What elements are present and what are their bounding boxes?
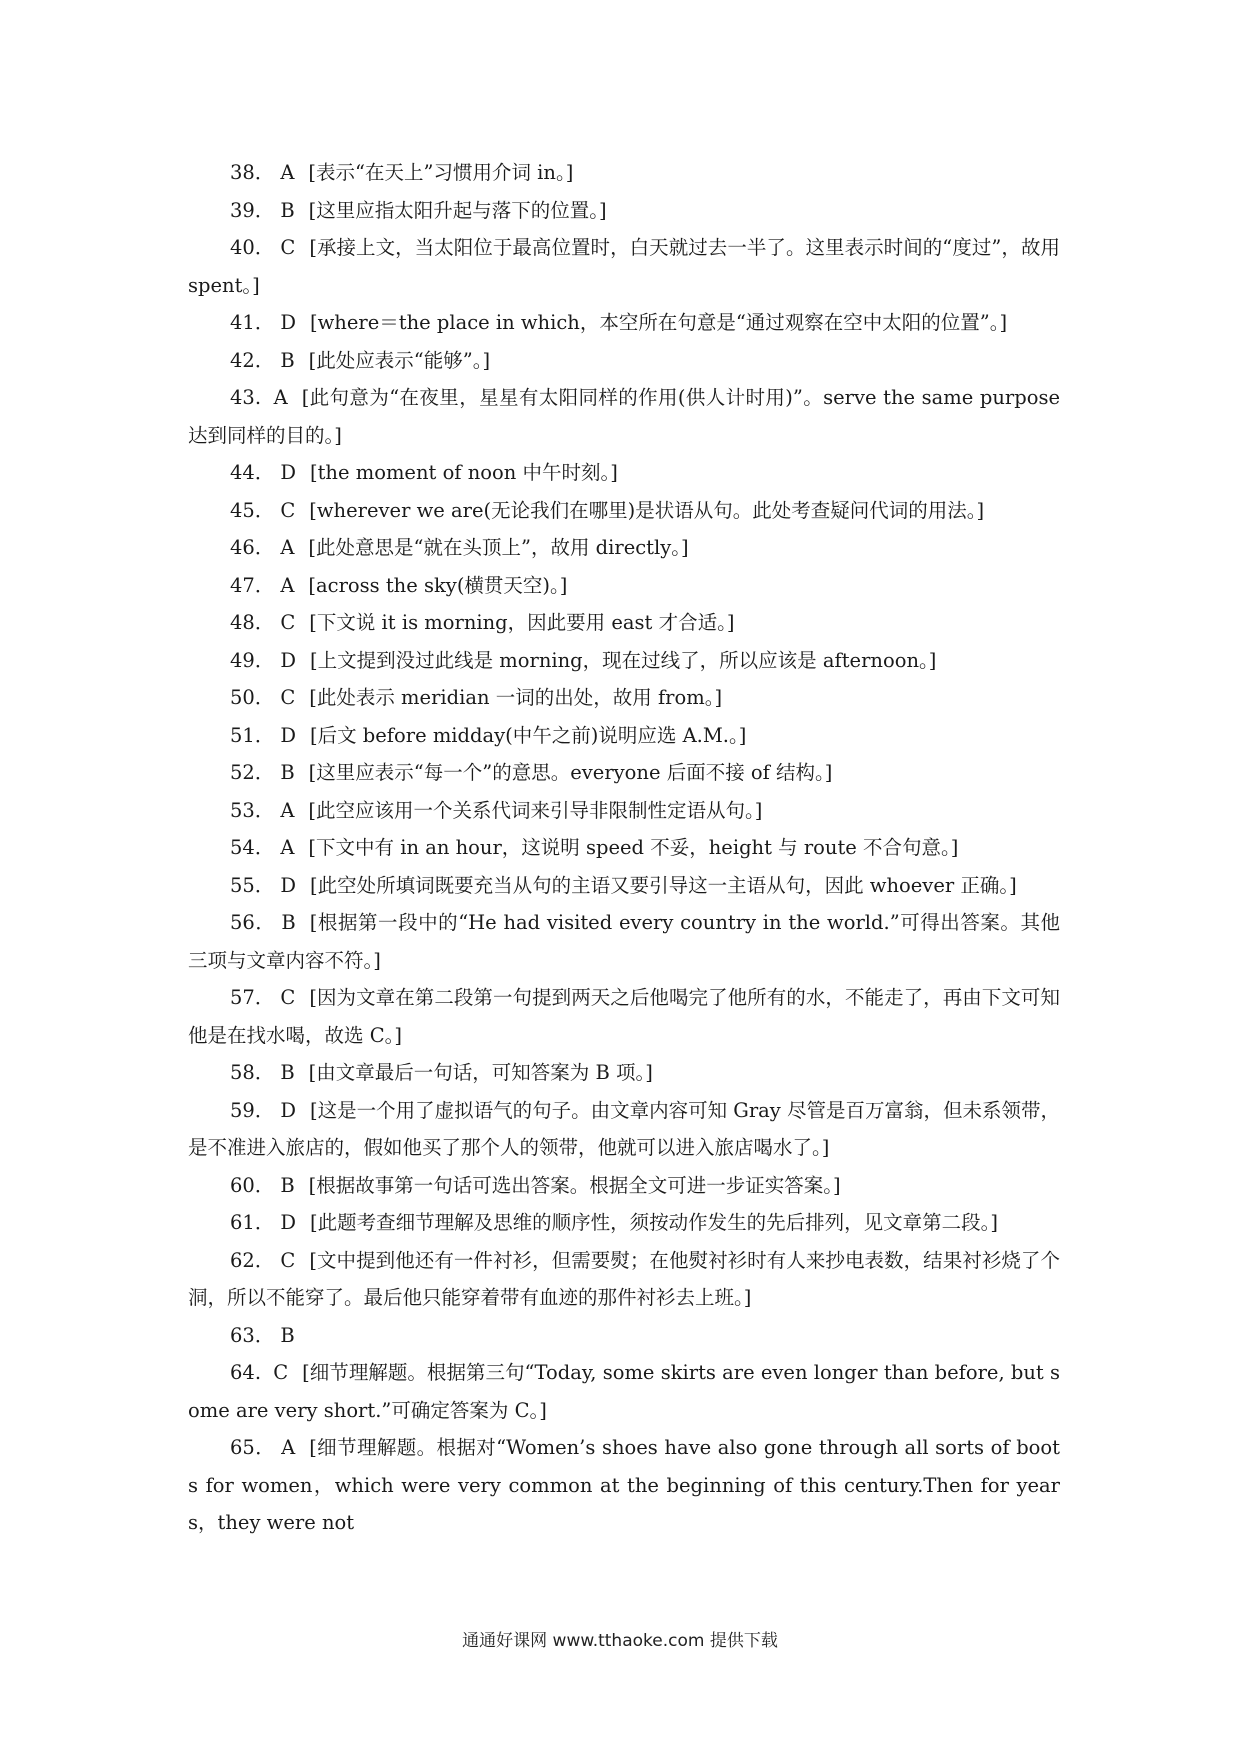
explanation: [因为文章在第二段第一句提到两天之后他喝完了他所有的水，不能走了，再由下文可知他是在找水喝，故选 C。] [188, 986, 1060, 1047]
answer-item [188, 492, 1060, 530]
answer-letter: A [280, 836, 295, 859]
answer-letter: D [280, 1098, 296, 1122]
answer-letter: B [280, 1173, 295, 1197]
explanation: [此空应该用一个关系代词来引导非限制性定语从句。] [308, 798, 763, 822]
answer-letter: C [280, 611, 296, 634]
question-number: 53． [230, 798, 275, 822]
answer-item [188, 1204, 1060, 1242]
answer-letter: B [280, 761, 295, 784]
explanation: [across the sky(横贯天空)。] [308, 573, 568, 597]
explanation: [文中提到他还有一件衬衫，但需要熨；在他熨衬衫时有人来抄电表数，结果衬衫烧了个洞，所以不能穿了。最后他只能穿着带有血迹的那件衬衫去上班。] [188, 1248, 1060, 1309]
question-number: 39． [230, 198, 275, 222]
answer-item [188, 1054, 1060, 1092]
question-number: 42． [230, 348, 275, 372]
question-number: 44． [230, 461, 275, 484]
answer-letter: B [280, 1323, 295, 1347]
explanation: [细节理解题。根据第三句“Today, some skirts are even longer than before, but some are very short.”可确定答案为 C。] [188, 1361, 1060, 1422]
question-number: 57． [230, 986, 275, 1009]
explanation: [此处应表示“能够”。] [308, 348, 491, 372]
answer-item [188, 1317, 1060, 1355]
explanation: [此题考查细节理解及思维的顺序性，须按动作发生的先后排列，见文章第二段。] [309, 1211, 998, 1234]
explanation: [the moment of noon 中午时刻。] [309, 461, 618, 484]
question-number: 50． [230, 686, 275, 709]
question-number: 43. [230, 386, 268, 409]
answer-letter: D [280, 723, 296, 747]
answer-letter: D [280, 648, 296, 672]
answer-letter: B [281, 911, 296, 934]
answer-item [188, 717, 1060, 755]
answer-letter: A [273, 386, 288, 409]
answer-item [188, 342, 1060, 380]
explanation: [此句意为“在夜里，星星有太阳同样的作用(供人计时用)”。serve the same purpose 达到同样的目的。] [188, 386, 1060, 447]
answer-item [188, 1242, 1060, 1317]
explanation: [根据故事第一句话可选出答案。根据全文可进一步证实答案。] [308, 1173, 841, 1197]
answer-letter: A [280, 536, 295, 559]
explanation: [细节理解题。根据对“Women’s shoes have also gone through all sorts of boots for women，which were very common at the beginning of this century.Then for years，they were not [188, 1436, 1060, 1534]
question-number: 59． [230, 1098, 275, 1122]
question-number: 54． [230, 836, 275, 859]
answer-item [188, 304, 1060, 342]
question-number: 49． [230, 648, 275, 672]
question-number: 65． [230, 1436, 276, 1459]
question-number: 55． [230, 873, 275, 897]
question-number: 38． [230, 161, 275, 184]
question-number: 58． [230, 1061, 275, 1084]
answer-list [188, 154, 1060, 1542]
answer-letter: B [280, 348, 295, 372]
answer-item [188, 379, 1060, 454]
answer-item [188, 1167, 1060, 1205]
answer-item [188, 754, 1060, 792]
answer-letter: B [280, 1061, 295, 1084]
question-number: 60． [230, 1173, 275, 1197]
explanation: [下文中有 in an hour，这说明 speed 不妥，height 与 route 不合句意。] [308, 836, 959, 859]
answer-letter: A [280, 798, 295, 822]
answer-item [188, 1429, 1060, 1542]
question-number: 46． [230, 536, 275, 559]
question-number: 48． [230, 611, 275, 634]
answer-letter: C [273, 1361, 289, 1384]
explanation: [承接上文，当太阳位于最高位置时，白天就过去一半了。这里表示时间的“度过”，故用 spent。] [188, 236, 1060, 297]
question-number: 52． [230, 761, 275, 784]
question-number: 47． [230, 573, 275, 597]
explanation: [由文章最后一句话，可知答案为 B 项。] [308, 1061, 653, 1084]
answer-item [188, 642, 1060, 680]
answer-item [188, 867, 1060, 905]
question-number: 56． [230, 911, 276, 934]
answer-item [188, 604, 1060, 642]
answer-item [188, 454, 1060, 492]
answer-letter: C [280, 498, 296, 522]
answer-item [188, 154, 1060, 192]
explanation: [where＝the place in which，本空所在句意是“通过观察在空中太阳的位置”。] [309, 311, 1008, 334]
explanation: [此处表示 meridian 一词的出处，故用 from。] [309, 686, 723, 709]
answer-letter: C [280, 986, 296, 1009]
answer-item [188, 529, 1060, 567]
answer-item [188, 229, 1060, 304]
explanation: [此空处所填词既要充当从句的主语又要引导这一主语从句，因此 whoever 正确。] [309, 873, 1017, 897]
answer-letter: D [280, 873, 296, 897]
answer-item [188, 829, 1060, 867]
answer-item [188, 192, 1060, 230]
explanation: [下文说 it is morning，因此要用 east 才合适。] [309, 611, 735, 634]
explanation: [根据第一段中的“He had visited every country in the world.”可得出答案。其他三项与文章内容不符。] [188, 911, 1060, 972]
explanation: [表示“在天上”习惯用介词 in。] [308, 161, 574, 184]
answer-letter: B [280, 198, 295, 222]
explanation: [这是一个用了虚拟语气的句子。由文章内容可知 Gray 尽管是百万富翁，但未系领带，是不准进入旅店的，假如他买了那个人的领带，他就可以进入旅店喝水了。] [188, 1098, 1061, 1159]
question-number: 63． [230, 1323, 275, 1347]
explanation: [这里应表示“每一个”的意思。everyone 后面不接 of 结构。] [308, 761, 833, 784]
answer-item [188, 1354, 1060, 1429]
answer-letter: C [280, 1248, 296, 1272]
question-number: 51． [230, 723, 275, 747]
question-number: 45． [230, 498, 275, 522]
question-number: 61． [230, 1211, 275, 1234]
question-number: 40． [230, 236, 275, 259]
answer-letter: A [280, 573, 295, 597]
answer-letter: D [280, 461, 296, 484]
explanation: [此处意思是“就在头顶上”，故用 directly。] [308, 536, 689, 559]
answer-letter: C [280, 236, 296, 259]
answer-item [188, 979, 1060, 1054]
question-number: 41． [230, 311, 275, 334]
question-number: 62． [230, 1248, 275, 1272]
answer-letter: C [280, 686, 296, 709]
explanation: [后文 before midday(中午之前)说明应选 A.M.。] [309, 723, 747, 747]
answer-item [188, 1092, 1060, 1167]
page-footer: 通通好课网 www.tthaoke.com 提供下载 [462, 1631, 778, 1651]
answer-item [188, 792, 1060, 830]
answer-letter: A [280, 161, 295, 184]
answer-item [188, 904, 1060, 979]
explanation: [上文提到没过此线是 morning，现在过线了，所以应该是 afternoon。] [309, 648, 937, 672]
answer-item [188, 679, 1060, 717]
answer-letter: D [280, 311, 296, 334]
explanation: [wherever we are(无论我们在哪里)是状语从句。此处考查疑问代词的用法。] [309, 498, 985, 522]
answer-letter: A [281, 1436, 296, 1459]
explanation: [这里应指太阳升起与落下的位置。] [308, 198, 607, 222]
answer-item [188, 567, 1060, 605]
question-number: 64. [230, 1361, 268, 1384]
answer-letter: D [280, 1211, 296, 1234]
